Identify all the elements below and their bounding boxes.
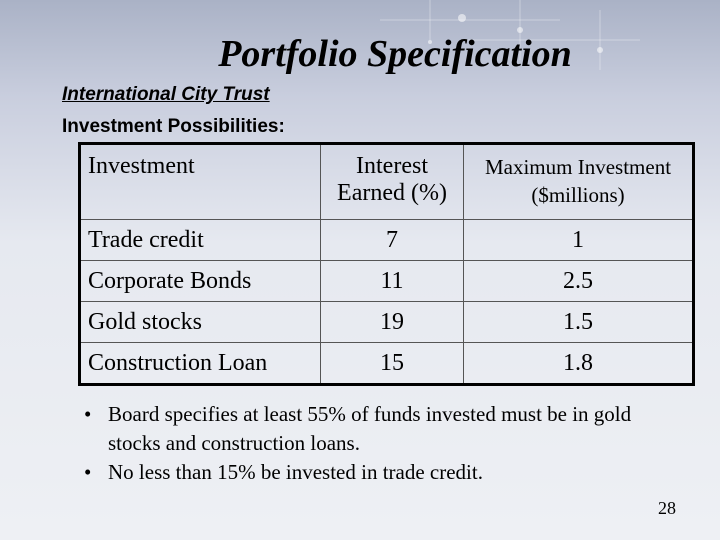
table-header-row (80, 144, 694, 220)
bullet-marker: • (84, 460, 92, 484)
list-item (82, 400, 682, 458)
section-heading: Investment Possibilities: (62, 116, 285, 137)
cell-max: 1 (464, 220, 694, 261)
cell-interest: 11 (321, 261, 464, 302)
cell-max: 2.5 (464, 261, 694, 302)
cell-investment: Gold stocks (80, 302, 321, 343)
organization-name: International City Trust (62, 84, 270, 105)
header-max-investment: Maximum Investment ($millions) (464, 144, 694, 220)
bullet-text: No less than 15% be invested in trade credit. (108, 460, 483, 484)
bullet-list (82, 400, 682, 487)
table-row (80, 261, 694, 302)
bullet-marker: • (84, 402, 92, 426)
cell-interest: 7 (321, 220, 464, 261)
investment-table (78, 142, 695, 386)
cell-investment: Corporate Bonds (80, 261, 321, 302)
cell-max: 1.8 (464, 343, 694, 385)
cell-investment: Construction Loan (80, 343, 321, 385)
bullet-text: Board specifies at least 55% of funds invested must be in gold stocks and construction loans. (108, 402, 632, 455)
table-row (80, 220, 694, 261)
table-row (80, 302, 694, 343)
list-item (82, 458, 682, 487)
page-number: 28 (658, 498, 676, 518)
table-row (80, 343, 694, 385)
header-investment: Investment (80, 144, 321, 220)
cell-max: 1.5 (464, 302, 694, 343)
cell-interest: 19 (321, 302, 464, 343)
slide-title: Portfolio Specification (218, 33, 572, 75)
header-interest: Interest Earned (%) (321, 144, 464, 220)
cell-investment: Trade credit (80, 220, 321, 261)
cell-interest: 15 (321, 343, 464, 385)
